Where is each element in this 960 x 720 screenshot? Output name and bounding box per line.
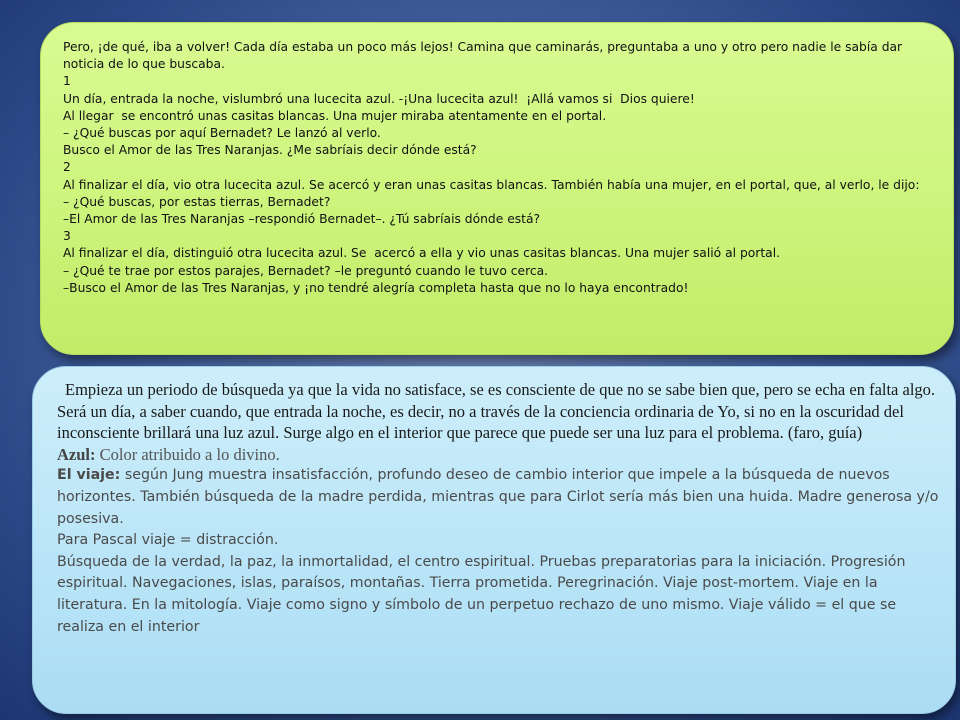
azul-label: Azul: [57,444,96,464]
story-line: 1 [63,74,71,89]
story-line: 2 [63,160,71,175]
story-line: –Busco el Amor de las Tres Naranjas, y ¡no tendré alegría completa hasta que no lo haya encontrado! [63,280,689,295]
busqueda-paragraph: Búsqueda de la verdad, la paz, la inmortalidad, el centro espiritual. Pruebas preparatorias para la iniciación. Progresión espiritual. Navegaciones, islas, paraísos, montañas. Tierra prometida. Peregrinación. Viaje post-mortem. Viaje en la literatura. En la mitología. Viaje como signo y símbolo de un perpetuo rechazo de uno mismo. Viaje válido = el que se realiza en el interior [57,553,906,635]
story-line: 3 [63,229,71,244]
viaje-text: según Jung muestra insatisfacción, profundo deseo de cambio interior que impele a la búsqueda de nuevos horizontes. También búsqueda de la madre perdida, mientras que para Cirlot sería más bien una huida. Madre generosa y/o posesiva. [57,467,939,527]
story-line: Al llegar se encontró unas casitas blancas. Una mujer miraba atentamente en el portal. [63,108,607,123]
story-line: Busco el Amor de las Tres Naranjas. ¿Me sabríais decir dónde está? [63,143,477,158]
story-line: Un día, entrada la noche, vislumbró una lucecita azul. -¡Una lucecita azul! ¡Allá vamos si Dios quiere! [63,91,695,106]
story-line: Pero, ¡de qué, iba a volver! Cada día estaba un poco más lejos! Camina que caminarás, preguntaba a uno y otro pero nadie le sabía dar noticia de lo que buscaba. [63,40,907,72]
interpretation-paragraph: Empieza un periodo de búsqueda ya que la vida no satisface, se es consciente de que no se sabe bien que, pero se echa en falta algo. [65,380,936,399]
story-text-box [40,22,954,355]
story-line: – ¿Qué te trae por estos parajes, Bernadet? –le preguntó cuando le tuvo cerca. [63,263,549,278]
pascal-line: Para Pascal viaje = distracción. [57,532,279,549]
story-line: Al finalizar el día, distinguió otra lucecita azul. Se acercó a ella y vio unas casitas blancas. Una mujer salió al portal. [63,246,781,261]
story-line: – ¿Qué buscas por aquí Bernadet? Le lanzó al verlo. [63,126,381,141]
story-line: Al finalizar el día, vio otra lucecita azul. Se acercó y eran unas casitas blancas. También había una mujer, en el portal, que, al verlo, le dijo: [63,177,920,192]
story-line: –El Amor de las Tres Naranjas –respondió Bernadet–. ¿Tú sabríais dónde está? [63,212,541,227]
viaje-label: El viaje: [57,467,121,484]
interpretation-paragraph: Será un día, a saber cuando, que entrada la noche, es decir, no a través de la conciencia ordinaria de Yo, si no en la oscuridad del inconsciente brillará una luz azul. Surge algo en el interior que parece que puede ser una luz para el problema. (faro, guía) [57,401,904,443]
story-line: – ¿Qué buscas, por estas tierras, Bernadet? [63,194,331,209]
azul-definition [57,444,941,466]
interpretation-text-box [32,366,956,714]
azul-text: Color atribuido a lo divino. [95,444,280,464]
viaje-definition [57,465,941,530]
